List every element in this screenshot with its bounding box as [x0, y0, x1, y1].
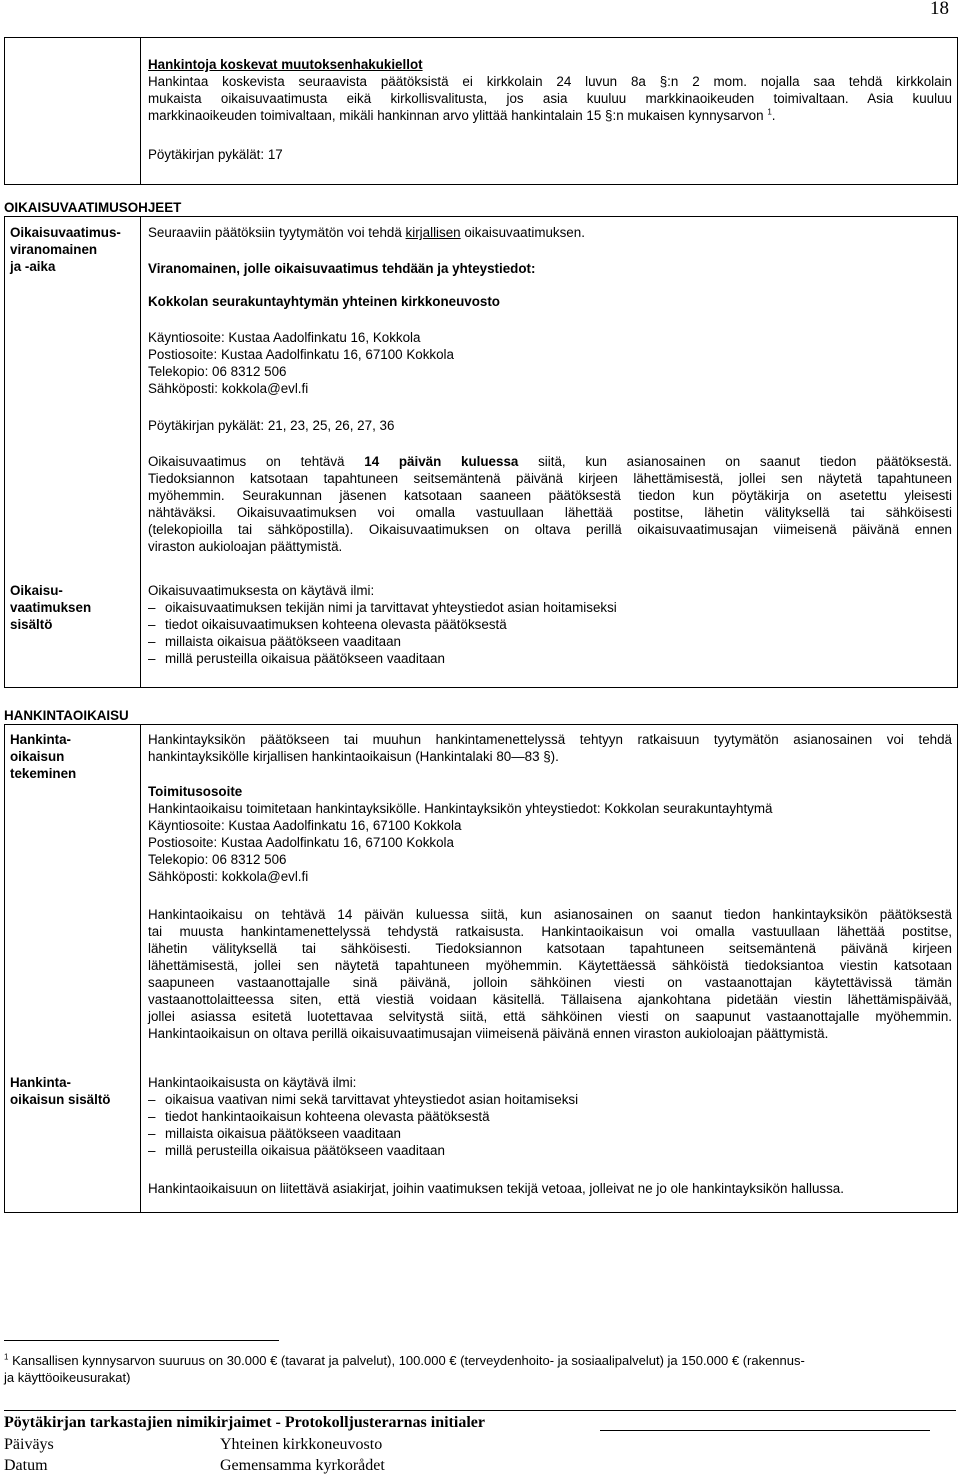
time-rest: siitä, kun asianosainen on saanut tiedon päätöksestä.: [518, 454, 952, 469]
procurement-content: [148, 1074, 578, 1159]
appeal-sections: Pöytäkirjan pykälät: 21, 23, 25, 26, 27, 36: [148, 418, 395, 433]
appeal-intro: [148, 224, 585, 241]
list-item: [148, 616, 617, 633]
footnote-separator: [4, 1340, 279, 1341]
dash-bullet-icon: [148, 616, 165, 633]
list-item-text: oikaisuvaatimuksen tekijän nimi ja tarvittavat yhteystiedot asian hoitamiseksi: [165, 600, 617, 615]
footnote-reference: 1: [767, 107, 772, 117]
list-item: [148, 1091, 578, 1108]
label-line: Oikaisu-: [10, 583, 63, 598]
procurement-intro-line: hankintayksikölle kirjallisen hankintaoikaisun (Hankintalaki 80―83 §).: [148, 749, 559, 764]
procurement-time-line: saapuneen vastaanottajalle sinä päivänä, jolloin sähköinen viesti on vastaanottajan käytettävissä tämän: [148, 975, 952, 990]
page-number: 18: [930, 0, 949, 19]
list-item-text: oikaisua vaativan nimi sekä tarvittavat yhteystiedot asian hoitamiseksi: [165, 1092, 579, 1107]
procurement-time-line: vastaanottolaitteessa siten, että viestiä voidaan käsitellä. Tällaisena ajankohtana pidetään viestin lähettämispäivää,: [148, 992, 952, 1007]
restrictions-line-text: markkinaoikeuden toimivaltaan, mikäli hankinnan arvo ylittää hankintalain 15 §:n mukaisen kynnysarvon: [148, 108, 764, 123]
list-item-text: tiedot hankintaoikaisun kohteena olevasta päätöksestä: [165, 1109, 490, 1124]
content-intro: Oikaisuvaatimuksesta on käytävä ilmi:: [148, 583, 375, 598]
appeal-divider: [140, 216, 141, 688]
body-name: Yhteinen kirkkoneuvosto: [220, 1436, 383, 1453]
restrictions-divider: [140, 37, 141, 185]
footer-date-labels: [4, 1434, 54, 1476]
procurement-divider: [140, 724, 141, 1213]
list-item-text: millä perusteilla oikaisua päätökseen vaaditaan: [165, 651, 445, 666]
restrictions-line-last: [148, 107, 952, 124]
list-item-text: millä perusteilla oikaisua päätökseen vaaditaan: [165, 1143, 445, 1158]
footnote-number: 1: [4, 1352, 9, 1362]
list-item: [148, 599, 617, 616]
procurement-time-text: [148, 906, 952, 1042]
appeal-time-line: (telekopioilla tai sähköpostilla). Oikaisuvaatimuksen on oltava perillä oikaisuvaatimusajan viimeisenä päivänä ennen: [148, 522, 952, 537]
procurement-time-line: lähettämisestä, jollei sen näytetä tapahtuneen myöhemmin. Käytettäessä sähköistä tiedoksiantoa viestin katsotaan: [148, 958, 952, 973]
footer-top-rule: [4, 1410, 956, 1411]
label-line: tekeminen: [10, 766, 77, 781]
dash-bullet-icon: [148, 599, 165, 616]
footnote-text: Kansallisen kynnysarvon suuruus on 30.000 € (tavarat ja palvelut), 100.000 € (terveydenhoito- ja sosiaalipalvelut) ja 150.000 € (rakennus-: [12, 1353, 805, 1368]
appeal-time-text: [148, 453, 952, 555]
procurement-time-line: jollei asiassa esitetä luotettavaa selvitystä siitä, että sähköinen viesti on saapunut vastaanottajalle myöhemmin.: [148, 1009, 952, 1024]
list-item: [148, 1108, 578, 1125]
restrictions-text: [148, 73, 952, 124]
appeal-authority-label: [10, 224, 121, 275]
authority-contacts: [148, 329, 454, 397]
label-line: oikaisun sisältö: [10, 1092, 111, 1107]
restrictions-period: .: [771, 108, 776, 123]
written-link: kirjallisen: [405, 225, 461, 240]
dash-bullet-icon: [148, 1125, 165, 1142]
footer-under-rule: [600, 1430, 930, 1431]
footnote-line: ja käyttöoikeusurakat): [4, 1370, 131, 1385]
dash-bullet-icon: [148, 1108, 165, 1125]
label-line: sisältö: [10, 617, 53, 632]
label-line: oikaisun: [10, 749, 65, 764]
label-line: ja -aika: [10, 259, 56, 274]
procurement-time-line: Hankintaoikaisu on tehtävä 14 päivän kuluessa siitä, kun asianosainen on saanut tiedon hankintayksikön päätöksestä: [148, 907, 952, 922]
contact-line: Sähköposti: kokkola@evl.fi: [148, 381, 309, 396]
footnote-line: [4, 1352, 954, 1369]
appeal-time-line: [148, 453, 952, 470]
delivery-address: [148, 800, 772, 885]
procurement-content-label: [10, 1074, 110, 1108]
list-item: [148, 1125, 578, 1142]
procurement-time-line: tai muusta hankintamenettelyssä tehdystä ratkaisusta. Hankintaoikaisun voi omalla vastuullaan lähettää postitse,: [148, 924, 952, 939]
appeal-intro-suffix: oikaisuvaatimuksen.: [460, 225, 585, 240]
authority-name: Kokkolan seurakuntayhtymän yhteinen kirkkoneuvosto: [148, 294, 500, 309]
list-item-text: tiedot oikaisuvaatimuksen kohteena olevasta päätöksestä: [165, 617, 507, 632]
contact-line: Käyntiosoite: Kustaa Aadolfinkatu 16, Kokkola: [148, 330, 421, 345]
label-line: vaatimuksen: [10, 600, 92, 615]
date-label: Päiväys: [4, 1436, 54, 1453]
attachments-note: Hankintaoikaisuun on liitettävä asiakirjat, joihin vaatimuksen tekijä vetoaa, jolleivat ne jo ole hankintayksikön hallussa.: [148, 1181, 844, 1196]
appeal-time-line: nähtäväksi. Oikaisuvaatimuksen voi omalla vastuullaan lähettää postitse, lähetin välityksellä tai sähköisesti: [148, 505, 952, 520]
list-item: [148, 650, 617, 667]
appeal-intro-text: Seuraaviin päätöksiin tyytymätön voi tehdä: [148, 225, 406, 240]
procurement-intro-line: Hankintayksikön päätökseen tai muuhun hankintamenettelyssä tehtyyn ratkaisuun tyytymätön asianosainen voi tehdä: [148, 732, 952, 747]
procurement-time-line: Hankintaoikaisun on oltava perillä oikaisuvaatimusajan viimeisenä päivänä ennen viraston aukioloajan päättymistä.: [148, 1026, 829, 1041]
address-line: Hankintaoikaisu toimitetaan hankintayksikölle. Hankintayksikön yhteystiedot: Kokkolan seurakuntayhtymä: [148, 801, 773, 816]
address-line: Postiosoite: Kustaa Aadolfinkatu 16, 67100 Kokkola: [148, 835, 454, 850]
address-line: Telekopio: 06 8312 506: [148, 852, 287, 867]
contact-line: Telekopio: 06 8312 506: [148, 364, 287, 379]
label-line: Hankinta-: [10, 732, 72, 747]
procurement-correction-title: HANKINTAOIKAISU: [4, 708, 129, 723]
appeal-time-line: viraston aukioloajan päättymistä.: [148, 539, 343, 554]
list-item: [148, 633, 617, 650]
appeal-time-line: Tiedoksiannon katsotaan tapahtuneen seitsemäntenä päivänä kirjeen lähettämisestä, jollei sen näytetä tapahtuneen: [148, 471, 952, 486]
body-name: Gemensamma kyrkorådet: [220, 1457, 385, 1474]
procurement-intro: [148, 731, 952, 765]
date-label: Datum: [4, 1457, 48, 1474]
label-line: viranomainen: [10, 242, 98, 257]
appeal-content-label: [10, 582, 91, 633]
restrictions-sections: Pöytäkirjan pykälät: 17: [148, 147, 283, 162]
authority-heading: Viranomainen, jolle oikaisuvaatimus tehdään ja yhteystiedot:: [148, 261, 536, 276]
content-intro: Hankintaoikaisusta on käytävä ilmi:: [148, 1075, 357, 1090]
restrictions-heading: Hankintoja koskevat muutoksenhakukiellot: [148, 57, 423, 72]
procurement-making-label: [10, 731, 76, 782]
contact-line: Postiosoite: Kustaa Aadolfinkatu 16, 67100 Kokkola: [148, 347, 454, 362]
dash-bullet-icon: [148, 633, 165, 650]
footer-body-names: [220, 1434, 385, 1476]
appeal-time-line: myöhemmin. Seurakunnan jäsenen katsotaan saaneen päätöksestä tiedon kun pöytäkirja on asetettu yleisesti: [148, 488, 952, 503]
label-line: Oikaisuvaatimus-: [10, 225, 121, 240]
time-limit: 14 päivän kuluessa: [364, 454, 519, 469]
list-item-text: millaista oikaisua päätökseen vaaditaan: [165, 1126, 401, 1141]
appeal-content: [148, 582, 617, 667]
address-line: Sähköposti: kokkola@evl.fi: [148, 869, 309, 884]
restrictions-line: mukaista oikaisuvaatimusta eikä kirkollisvalitusta, jos asia kuuluu markkinaoikeuden toimivaltaan. Asia kuuluu: [148, 91, 952, 106]
list-item-text: millaista oikaisua päätökseen vaaditaan: [165, 634, 401, 649]
delivery-address-heading: Toimitusosoite: [148, 784, 243, 799]
dash-bullet-icon: [148, 650, 165, 667]
address-line: Käyntiosoite: Kustaa Aadolfinkatu 16, 67100 Kokkola: [148, 818, 462, 833]
time-lead: Oikaisuvaatimus on tehtävä: [148, 454, 365, 469]
footnote: [4, 1352, 954, 1386]
procurement-time-line: lähetin välityksellä tai sähköisesti. Tiedoksiannon katsotaan tapahtuneen seitsemäntenä päivänä kirjeen: [148, 941, 952, 956]
reviewers-initials-title: Pöytäkirjan tarkastajien nimikirjaimet - Protokolljusterarnas initialer: [4, 1414, 485, 1431]
label-line: Hankinta-: [10, 1075, 72, 1090]
dash-bullet-icon: [148, 1091, 165, 1108]
list-item: [148, 1142, 578, 1159]
dash-bullet-icon: [148, 1142, 165, 1159]
appeal-instructions-title: OIKAISUVAATIMUSOHJEET: [4, 200, 182, 215]
restrictions-line: Hankintaa koskevista seuraavista päätöksistä ei kirkkolain 24 luvun 8a §:n 2 mom. nojalla saa tehdä kirkkolain: [148, 74, 952, 89]
